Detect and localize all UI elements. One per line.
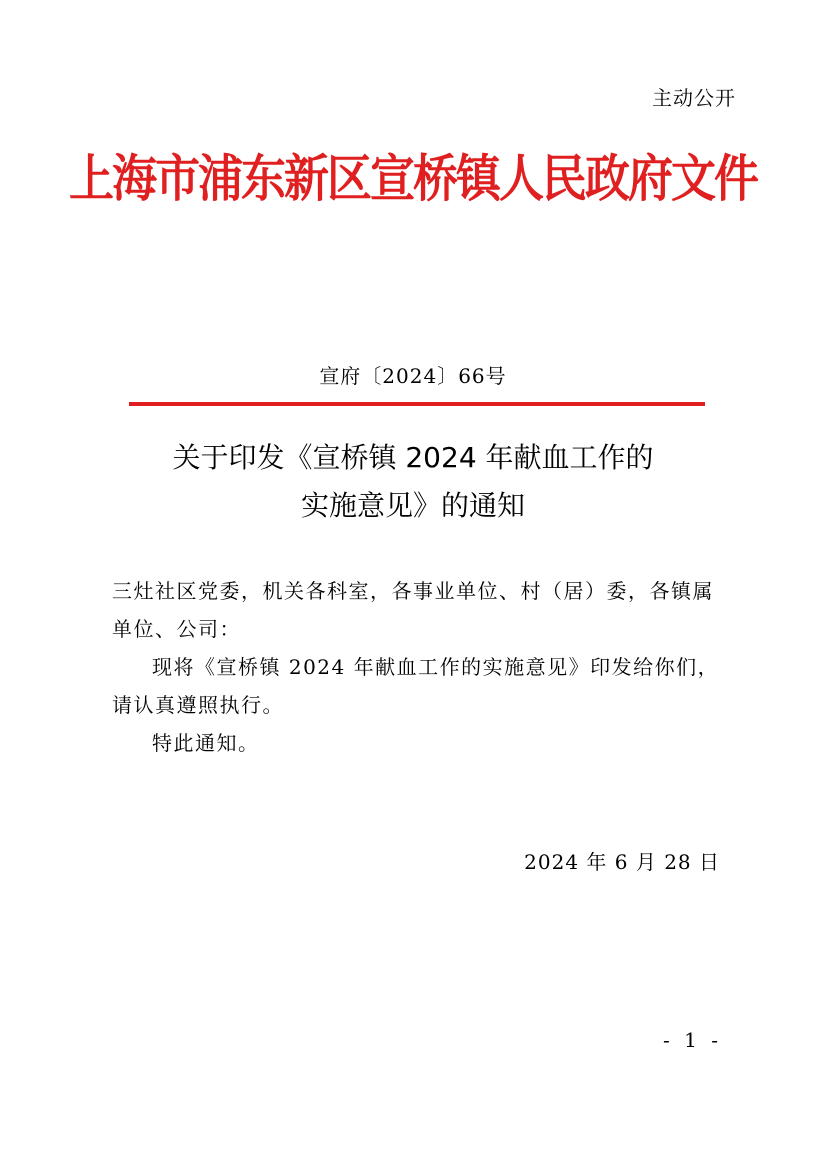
document-body [112,572,722,762]
document-number: 宣府〔2024〕66号 [319,364,507,388]
disclosure-label: 主动公开 [652,86,736,110]
masthead-title: 上海市浦东新区宣桥镇人民政府文件 [68,149,757,209]
page-number: - 1 - [663,1028,722,1052]
document-title-line-2: 实施意见》的通知 [300,489,525,522]
issue-date: 2024 年 6 月 28 日 [524,850,720,874]
document-title [0,434,826,530]
document-title-line-1: 关于印发《宣桥镇 2024 年献血工作的 [172,441,654,474]
closing-paragraph: 特此通知。 [152,731,260,755]
recipients-paragraph: 三灶社区党委，机关各科室，各事业单位、村（居）委，各镇属单位、公司： [112,579,714,641]
red-divider-line [129,402,705,406]
main-paragraph: 现将《宣桥镇 2024 年献血工作的实施意见》印发给你们，请认真遵照执行。 [112,655,720,717]
